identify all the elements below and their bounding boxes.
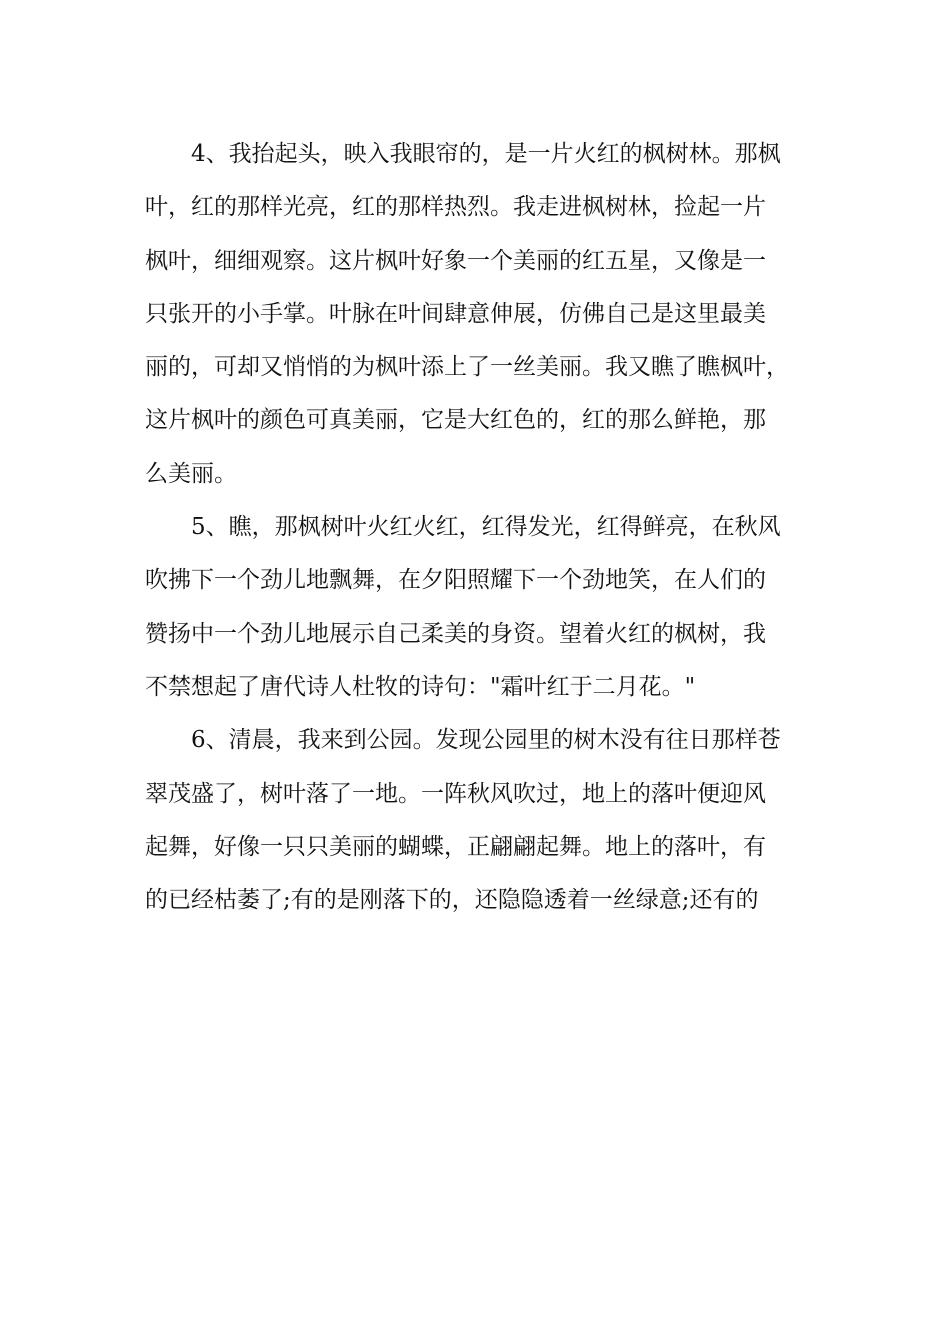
document-body: [145, 128, 810, 927]
paragraph-4-line-2: 叶，红的那样光亮，红的那样热烈。我走进枫树林，捡起一片: [145, 194, 766, 221]
paragraph-4-line-4: 只张开的小手掌。叶脉在叶间肆意伸展，仿佛自己是这里最美: [145, 300, 766, 327]
paragraph-6-line-3: 起舞，好像一只只美丽的蝴蝶，正翩翩起舞。地上的落叶，有: [145, 833, 766, 860]
paragraph-6-line-1: 6、清晨，我来到公园。发现公园里的树木没有往日那样苍: [191, 727, 781, 754]
paragraph-5-line-4: 不禁想起了唐代诗人杜牧的诗句："霜叶红于二月花。": [145, 673, 696, 700]
paragraph-5-line-3: 赞扬中一个劲儿地展示自己柔美的身资。望着火红的枫树，我: [145, 620, 766, 647]
paragraph-4-line-1: 4、我抬起头，映入我眼帘的，是一片火红的枫树林。那枫: [191, 141, 781, 167]
paragraph-4-line-7: 么美丽。: [145, 460, 237, 487]
paragraph-5-line-2: 吹拂下一个劲儿地飘舞，在夕阳照耀下一个劲地笑，在人们的: [145, 567, 766, 594]
paragraph-6-line-4: 的已经枯萎了;有的是刚落下的，还隐隐透着一丝绿意;还有的: [145, 887, 759, 914]
paragraph-4-line-3: 枫叶，细细观察。这片枫叶好象一个美丽的红五星，又像是一: [145, 247, 766, 274]
paragraph-4-line-6: 这片枫叶的颜色可真美丽，它是大红色的，红的那么鲜艳，那: [145, 407, 766, 434]
paragraph-6-line-2: 翠茂盛了，树叶落了一地。一阵秋风吹过，地上的落叶便迎风: [145, 780, 766, 807]
paragraph-4-line-5: 丽的，可却又悄悄的为枫叶添上了一丝美丽。我又瞧了瞧枫叶，: [145, 354, 789, 381]
paragraph-5-line-1: 5、瞧，那枫树叶火红火红，红得发光，红得鲜亮，在秋风: [191, 514, 781, 541]
